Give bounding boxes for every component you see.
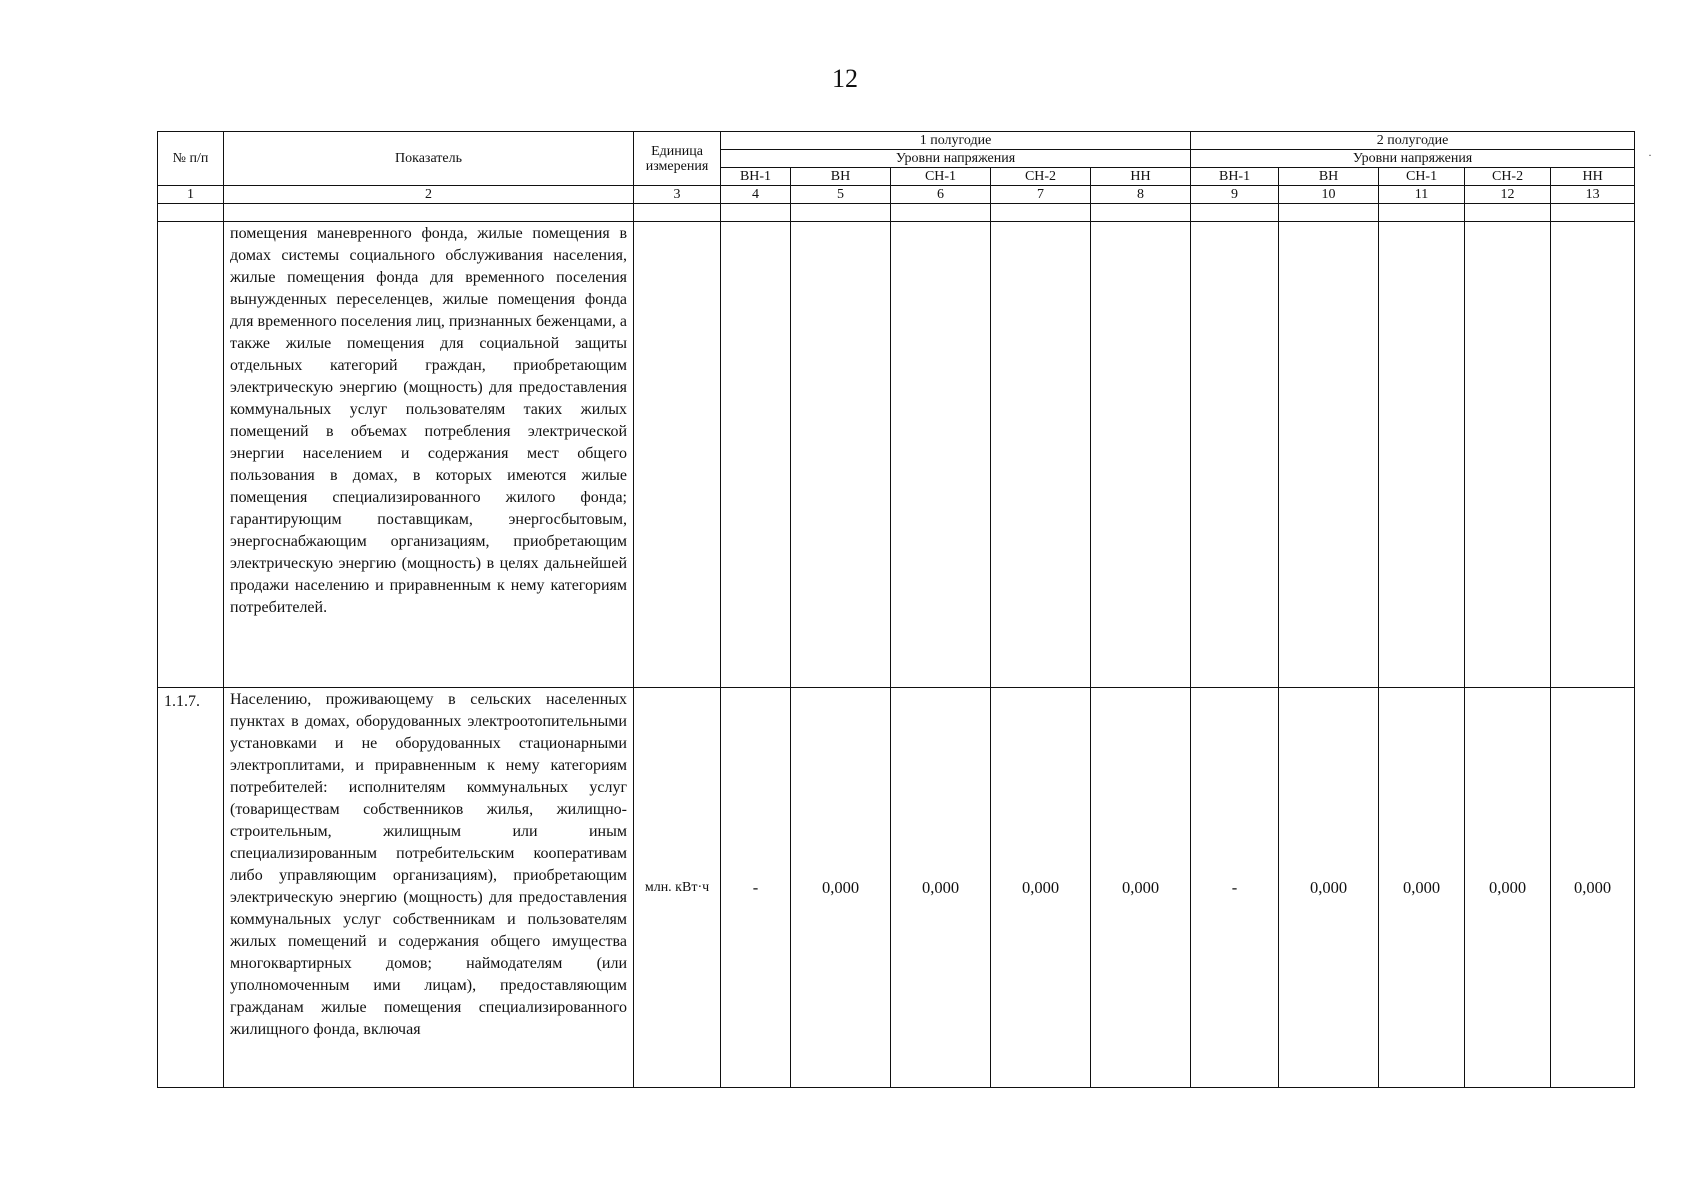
column-number: 9	[1191, 186, 1279, 204]
page-number: 12	[832, 64, 858, 93]
row-value	[1379, 222, 1465, 688]
row-value	[991, 222, 1091, 688]
header-half2: 2 полугодие	[1191, 132, 1635, 150]
row-value: -	[721, 688, 791, 1088]
empty-cell	[1551, 204, 1635, 222]
row-value: 0,000	[1551, 688, 1635, 1088]
table-row	[158, 688, 1635, 1088]
row-unit: млн. кВт·ч	[634, 688, 721, 1088]
header-level: СН-1	[1379, 168, 1465, 186]
row-indicator-text: Населению, проживающему в сельских населенных пунктах в домах, оборудованных электроотопительными установками и не оборудованных стационарными электроплитами, и приравненным к нему категориям потребителей: исполнителям коммунальных услуг (товариществам собственников жилья, жилищно-строительным, жилищным или иным специализированным потребительским кооперативам либо управляющим организациям), приобретающим электрическую энергию (мощность) для предоставления коммунальных услуг собственникам и пользователям жилых помещений и содержания общего имущества многоквартирных домов; наймодателям (или уполномоченным ими лицам), предоставляющим гражданам жилые помещения специализированного жилищного фонда, включая	[224, 688, 634, 1088]
column-number: 8	[1091, 186, 1191, 204]
header-levels-half2: Уровни напряжения	[1191, 150, 1635, 168]
column-number: 6	[891, 186, 991, 204]
spacer-row	[158, 204, 1635, 222]
row-value: 0,000	[791, 688, 891, 1088]
column-number: 3	[634, 186, 721, 204]
row-value: 0,000	[1465, 688, 1551, 1088]
column-number: 4	[721, 186, 791, 204]
header-levels-half1: Уровни напряжения	[721, 150, 1191, 168]
empty-cell	[1279, 204, 1379, 222]
row-value: 0,000	[1279, 688, 1379, 1088]
column-number: 10	[1279, 186, 1379, 204]
column-number: 12	[1465, 186, 1551, 204]
row-value	[1551, 222, 1635, 688]
header-number: № п/п	[158, 132, 224, 186]
header-level: СН-2	[1465, 168, 1551, 186]
column-number: 13	[1551, 186, 1635, 204]
empty-cell	[1191, 204, 1279, 222]
column-number: 7	[991, 186, 1091, 204]
empty-cell	[991, 204, 1091, 222]
table-row	[158, 222, 1635, 688]
row-unit	[634, 222, 721, 688]
empty-cell	[721, 204, 791, 222]
row-index: 1.1.7.	[158, 688, 224, 1088]
row-value	[721, 222, 791, 688]
column-number: 2	[224, 186, 634, 204]
column-number: 1	[158, 186, 224, 204]
header-level: НН	[1091, 168, 1191, 186]
row-value	[791, 222, 891, 688]
header-level: НН	[1551, 168, 1635, 186]
column-number: 11	[1379, 186, 1465, 204]
row-value	[891, 222, 991, 688]
header-level: ВН-1	[721, 168, 791, 186]
empty-cell	[891, 204, 991, 222]
header-level: СН-1	[891, 168, 991, 186]
row-value	[1191, 222, 1279, 688]
empty-cell	[634, 204, 721, 222]
row-value	[1465, 222, 1551, 688]
empty-cell	[224, 204, 634, 222]
column-number: 5	[791, 186, 891, 204]
header-indicator: Показатель	[224, 132, 634, 186]
row-value: 0,000	[1091, 688, 1191, 1088]
margin-mark: ·	[1648, 148, 1652, 162]
empty-cell	[1379, 204, 1465, 222]
row-index	[158, 222, 224, 688]
row-indicator-text: помещения маневренного фонда, жилые помещения в домах системы социального обслуживания населения, жилые помещения фонда для временного поселения вынужденных переселенцев, жилые помещения фонда для временного поселения лиц, признанных беженцами, а также жилые помещения для социальной защиты отдельных категорий граждан, приобретающим электрическую энергию (мощность) для предоставления коммунальных услуг пользователям таких жилых помещений в объемах потребления электрической энергии населением и содержания мест общего пользования в домах, в которых имеются жилые помещения специализированного жилого фонда; гарантирующим поставщикам, энергосбытовым, энергоснабжающим организациям, приобретающим электрическую энергию (мощность) в целях дальнейшей продажи населению и приравненным к нему категориям потребителей.	[224, 222, 634, 688]
header-level: СН-2	[991, 168, 1091, 186]
row-value: -	[1191, 688, 1279, 1088]
column-number-row	[158, 186, 1635, 204]
row-value: 0,000	[991, 688, 1091, 1088]
empty-cell	[1091, 204, 1191, 222]
empty-cell	[158, 204, 224, 222]
header-level: ВН	[1279, 168, 1379, 186]
header-level: ВН-1	[1191, 168, 1279, 186]
header-unit: Единица измерения	[634, 132, 721, 186]
row-value: 0,000	[1379, 688, 1465, 1088]
empty-cell	[1465, 204, 1551, 222]
header-level: ВН	[791, 168, 891, 186]
row-value	[1091, 222, 1191, 688]
tariff-table	[157, 131, 1635, 1088]
header-half1: 1 полугодие	[721, 132, 1191, 150]
row-value	[1279, 222, 1379, 688]
row-value: 0,000	[891, 688, 991, 1088]
empty-cell	[791, 204, 891, 222]
